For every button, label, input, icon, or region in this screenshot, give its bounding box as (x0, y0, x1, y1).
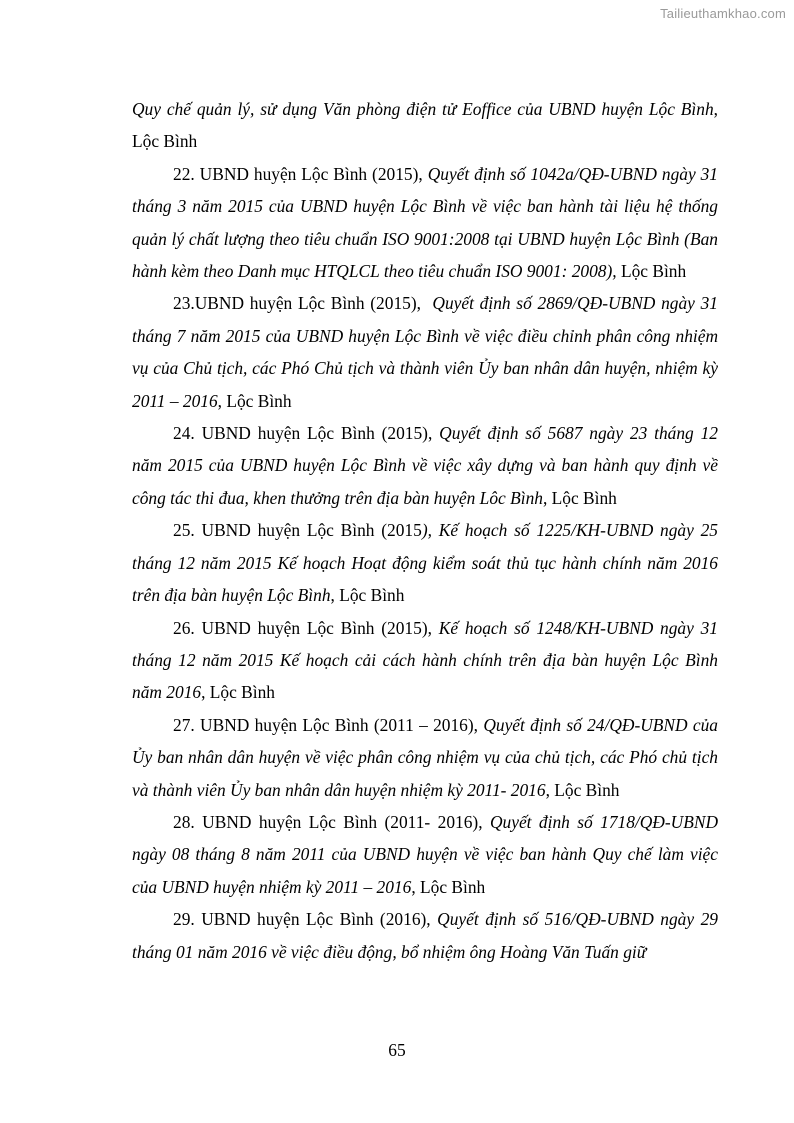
entry-title: ), Kế hoạch số 1225/KH-UBND ngày 25 tháng 12 năm 2015 Kế hoạch Hoạt động kiểm soát thủ tục hành chính năm 2016 trên địa bàn huyện Lộc Bình (132, 520, 718, 606)
entry-title: Quy chế quản lý, sử dụng Văn phòng điện tử Eoffice của UBND huyện Lộc Bình (132, 99, 714, 119)
entry-tail: , Lộc Bình (201, 682, 275, 703)
watermark: Tailieuthamkhao.com (660, 6, 786, 21)
entry-tail: , Lộc Bình (411, 876, 486, 897)
reference-entry-23 (132, 287, 718, 417)
entry-tail: , Lộc Bình (542, 487, 617, 508)
reference-entry-26 (132, 612, 718, 709)
entry-lead: 24. UBND huyện Lộc Bình (2015), (173, 423, 440, 444)
entry-tail: , Lộc Bình (545, 779, 620, 800)
entry-lead: 23.UBND huyện Lộc Bình (2015), (173, 293, 433, 314)
entry-title: Quyết định số 516/QĐ-UBND ngày 29 tháng 01 năm 2016 về việc điều động, bổ nhiệm ông Hoàng Văn Tuấn giữ (132, 909, 719, 962)
reference-entry-continued (132, 93, 718, 158)
entry-title: Quyết định số 5687 ngày 23 tháng 12 năm 2015 của UBND huyện Lộc Bình về việc xây dựng và ban hành quy định về công tác thi đua, khen thưởng trên địa bàn huyện Lôc Bình (132, 423, 718, 508)
reference-entry-22 (132, 158, 718, 288)
entry-lead: 29. UBND huyện Lộc Bình (2016), (173, 909, 438, 930)
reference-list (132, 93, 718, 968)
reference-entry-25 (132, 514, 718, 611)
page-number: 65 (388, 1040, 406, 1060)
entry-lead: 22. UBND huyện Lộc Bình (2015), (173, 163, 428, 184)
entry-title: Quyết định số 24/QĐ-UBND của Ủy ban nhân dân huyện về việc phân công nhiệm vụ của chủ tịch, các Phó chủ tịch và thành viên Ủy ban nhân dân huyện nhiệm kỳ 2011- 2016 (132, 714, 718, 800)
reference-entry-24 (132, 417, 718, 514)
entry-tail: , Lộc Bình (330, 585, 405, 606)
entry-title: Quyết định số 1042a/QĐ-UBND ngày 31 tháng 3 năm 2015 của UBND huyện Lộc Bình về việc ban hành tài liệu hệ thống quản lý chất lượng theo tiêu chuẩn ISO 9001:2008 tại UBND huyện Lộc Bình (Ban hành kèm theo Danh mục HTQLCL theo tiêu chuẩn ISO 9001: 2008), (132, 163, 719, 282)
entry-lead: 27. UBND huyện Lộc Bình (2011 – 2016), (173, 714, 484, 735)
entry-tail: Lộc Bình (616, 261, 687, 282)
entry-lead: 25. UBND huyện Lộc Bình (2015 (173, 520, 422, 541)
reference-entry-29 (132, 903, 718, 968)
entry-tail: , Lộc Bình (217, 390, 292, 411)
entry-title: Quyết định số 1718/QĐ-UBND ngày 08 tháng 8 năm 2011 của UBND huyện về việc ban hành Quy chế làm việc của UBND huyện nhiệm kỳ 2011 – 2016 (132, 811, 718, 897)
entry-lead: 26. UBND huyện Lộc Bình (2015), (173, 617, 439, 638)
reference-entry-27 (132, 709, 718, 806)
entry-title: Kế hoạch số 1248/KH-UBND ngày 31 tháng 12 năm 2015 Kế hoạch cải cách hành chính trên địa bàn huyện Lộc Bình năm 2016 (132, 617, 719, 703)
entry-lead: 28. UBND huyện Lộc Bình (2011- 2016), (173, 811, 490, 832)
entry-tail: , Lộc Bình (132, 99, 718, 152)
entry-title: Quyết định số 2869/QĐ-UBND ngày 31 tháng 7 năm 2015 của UBND huyện Lộc Bình về việc điều chỉnh phân công nhiệm vụ của Chủ tịch, các Phó Chủ tịch và thành viên Ủy ban nhân dân huyện, nhiệm kỳ 2011 – 2016 (132, 293, 718, 411)
reference-entry-28 (132, 806, 718, 903)
